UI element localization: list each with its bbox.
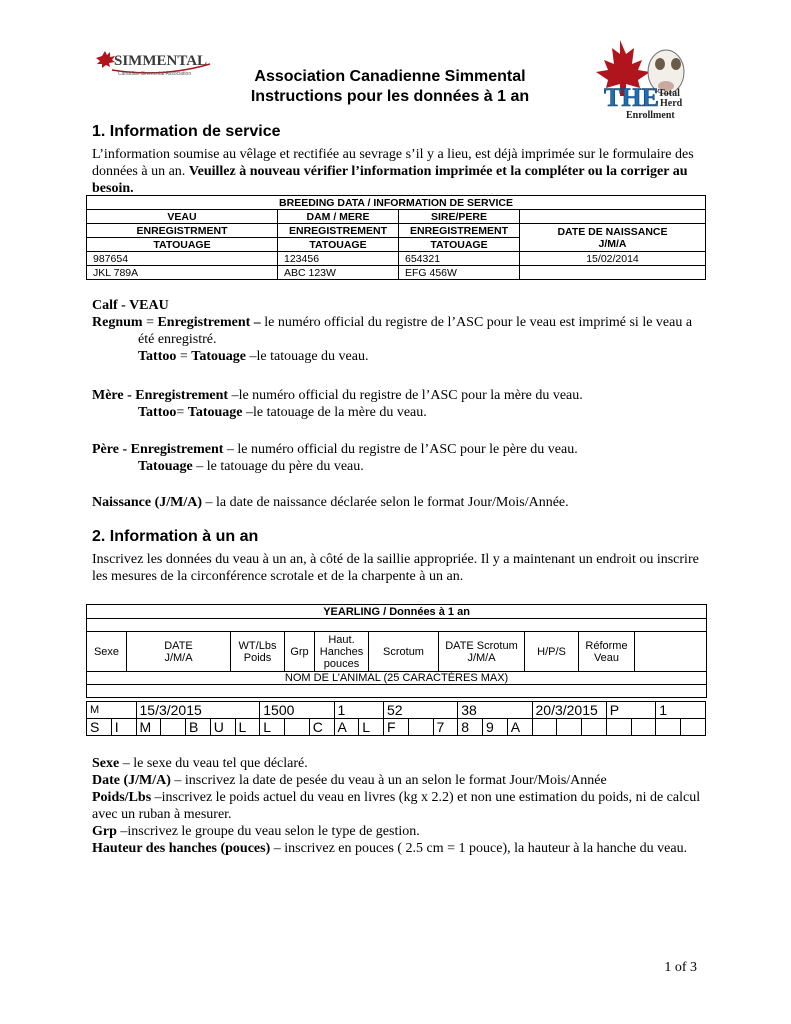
col-header-grp: Grp xyxy=(285,632,315,672)
name-char-cell: U xyxy=(210,719,235,736)
hip-header-line3: pouces xyxy=(323,657,360,670)
def-hip-text: – inscrivez en pouces ( 2.5 cm = 1 pouce), la hauteur à la hanche du veau. xyxy=(270,841,688,856)
col-header-veau: VEAU xyxy=(87,210,278,224)
reforme-header-line2: Veau xyxy=(593,651,620,664)
name-char-cell xyxy=(681,719,706,736)
value-hip-height: 52 xyxy=(384,702,458,719)
yearling-table xyxy=(86,604,707,698)
breeding-data-table xyxy=(86,195,706,280)
sire-tattoo-description: – le tatouage du père du veau. xyxy=(192,459,364,474)
table-row xyxy=(87,266,706,280)
name-char-cell: A xyxy=(334,719,359,736)
section2-heading: 2. Information à un an xyxy=(92,528,259,545)
birthdate-header-line2: J/M/A xyxy=(598,237,627,250)
name-char-cell: C xyxy=(309,719,334,736)
yearling-spacer-row xyxy=(87,619,707,632)
cell-birthdate: 15/02/2014 xyxy=(520,252,706,266)
col-header-date xyxy=(127,632,231,672)
yearling-values-row xyxy=(87,702,706,719)
section1-intro-emphasis: Veuillez à nouveau vérifier l’information imprimée et la compléter ou la corriger au besoin. xyxy=(92,164,688,196)
tattoo-eq: = xyxy=(176,349,192,364)
logo-total-text: Total xyxy=(658,88,680,99)
value-weight: 1500 xyxy=(260,702,334,719)
date-header-line1: DATE xyxy=(164,639,193,652)
dam-label: Mère - xyxy=(92,388,136,403)
sire-definitions xyxy=(92,441,702,475)
regnum-term-fr: Enregistrement – xyxy=(157,315,261,330)
col-header-hps: H/P/S xyxy=(525,632,579,672)
yearling-definitions xyxy=(92,755,702,857)
document-title-line1: Association Canadienne Simmental xyxy=(254,68,526,85)
col-header-reg-dam: ENREGISTREMENT xyxy=(278,224,399,238)
name-char-cell xyxy=(532,719,557,736)
cell-dam-tattoo: ABC 123W xyxy=(278,266,399,280)
scrotum-date-header-line2: J/M/A xyxy=(467,651,496,664)
value-scrotum-date: 20/3/2015 xyxy=(532,702,606,719)
name-char-cell: B xyxy=(186,719,211,736)
value-date: 15/3/2015 xyxy=(136,702,260,719)
col-header-scrotum: Scrotum xyxy=(369,632,439,672)
def-grp-text: –inscrivez le groupe du veau selon le type de gestion. xyxy=(116,824,420,839)
section1-intro xyxy=(92,146,702,197)
date-header-line2: J/M/A xyxy=(164,651,193,664)
section1-intro-text: L’information soumise au vêlage et rectifiée au sevrage s’il y a lieu, est déjà imprimée sur le formulaire des données à un an. xyxy=(92,147,694,179)
name-char-cell: A xyxy=(507,719,532,736)
def-sexe-term: Sexe xyxy=(92,756,120,771)
name-char-cell: L xyxy=(260,719,285,736)
logo-herd-text: Herd xyxy=(660,98,683,109)
logo-left-subtitle: Canadian Simmental Association xyxy=(118,71,192,77)
regnum-term: Regnum xyxy=(92,315,143,330)
def-hip-term: Hauteur des hanches (pouces) xyxy=(92,841,271,856)
name-char-cell xyxy=(285,719,310,736)
dam-tattoo-eq: = xyxy=(176,405,188,420)
col-header-scrotum-date xyxy=(439,632,525,672)
dam-reg-description: –le numéro official du registre de l’ASC pour la mère du veau. xyxy=(228,388,583,403)
hip-header-line1: Haut. xyxy=(328,633,355,646)
yearling-table-title: YEARLING / Données à 1 an xyxy=(87,605,707,619)
value-hps: P xyxy=(606,702,656,719)
value-scrotum: 38 xyxy=(458,702,532,719)
cell-sire-tattoo: EFG 456W xyxy=(399,266,520,280)
sire-reg-description: – le numéro official du registre de l’ASC pour le père du veau. xyxy=(223,442,578,457)
page-number: 1 of 3 xyxy=(664,960,697,975)
name-char-cell: 7 xyxy=(433,719,458,736)
dam-definitions xyxy=(92,387,702,421)
regnum-description: le numéro official du registre de l’ASC pour le veau est imprimé si le veau a été enregistré. xyxy=(138,315,693,347)
def-grp-term: Grp xyxy=(92,824,117,839)
name-char-cell xyxy=(557,719,582,736)
name-char-cell xyxy=(161,719,186,736)
hip-header-line2: Hanches xyxy=(319,645,364,658)
breeding-table-title: BREEDING DATA / INFORMATION DE SERVICE xyxy=(87,196,706,210)
def-weight-text: –inscrivez le poids actuel du veau en livres (kg x 2.2) et non une estimation du poids, ni de calcul avec un ruban à mesurer. xyxy=(92,790,701,822)
weight-header-line2: Poids xyxy=(243,651,272,664)
col-header-sire: SIRE/PERE xyxy=(399,210,520,224)
cell-dam-reg: 123456 xyxy=(278,252,399,266)
reforme-header-line1: Réforme xyxy=(585,639,628,652)
name-char-cell xyxy=(656,719,681,736)
tattoo-term-fr: Tatouage xyxy=(191,349,247,364)
section1-heading: 1. Information de service xyxy=(92,123,281,140)
col-header-birthdate xyxy=(520,224,706,252)
col-header-empty xyxy=(520,210,706,224)
tattoo-term: Tattoo xyxy=(138,349,177,364)
name-char-cell: F xyxy=(384,719,409,736)
col-header-reg-sire: ENREGISTREMENT xyxy=(399,224,520,238)
cell-sire-reg: 654321 xyxy=(399,252,520,266)
sire-tattoo-term: Tatouage xyxy=(138,459,193,474)
birth-description: – la date de naissance déclarée selon le format Jour/Mois/Année. xyxy=(202,495,569,510)
dam-tattoo-description: –le tatouage de la mère du veau. xyxy=(242,405,427,420)
cell-empty xyxy=(520,266,706,280)
birth-term: Naissance (J/M/A) xyxy=(92,495,203,510)
cell-calf-reg: 987654 xyxy=(87,252,278,266)
sire-label: Père - xyxy=(92,442,131,457)
logo-left-text: SIMMENTAL xyxy=(114,53,208,69)
col-header-reforme xyxy=(579,632,635,672)
name-char-cell: 8 xyxy=(458,719,483,736)
name-char-cell: 9 xyxy=(483,719,508,736)
def-date-text: – inscrivez la date de pesée du veau à un an selon le format Jour/Mois/Année xyxy=(170,773,607,788)
birthdate-header-line1: DATE DE NAISSANCE xyxy=(557,225,668,238)
col-header-reg-calf: ENREGISTRMENT xyxy=(87,224,278,238)
col-header-dam: DAM / MERE xyxy=(278,210,399,224)
def-weight-term: Poids/Lbs xyxy=(92,790,152,805)
name-char-cell: M xyxy=(136,719,161,736)
document-title-line2: Instructions pour les données à 1 an xyxy=(250,88,530,105)
weight-header-line1: WT/Lbs xyxy=(238,639,277,652)
logo-the-text: THE xyxy=(604,83,659,112)
section2-intro: Inscrivez les données du veau à un an, à côté de la saillie appropriée. Il y a maintenant un endroit ou inscrire les mesures de la circonférence scrotale et de la charpente à un an. xyxy=(92,552,699,584)
name-char-cell: L xyxy=(235,719,260,736)
col-header-tat-calf: TATOUAGE xyxy=(87,238,278,252)
sire-reg-term: Enregistrement xyxy=(130,442,224,457)
value-grp: 1 xyxy=(334,702,384,719)
cell-calf-tattoo: JKL 789A xyxy=(87,266,278,280)
value-reforme: 1 xyxy=(656,702,706,719)
calf-label: Calf - VEAU xyxy=(92,298,169,313)
total-herd-enrollment-logo xyxy=(590,36,698,124)
def-date-term: Date (J/M/A) xyxy=(92,773,171,788)
dam-reg-term: Enregistrement xyxy=(135,388,229,403)
col-header-empty xyxy=(635,632,707,672)
scrotum-date-header-line1: DATE Scrotum xyxy=(445,639,518,652)
col-header-sexe: Sexe xyxy=(87,632,127,672)
name-char-cell xyxy=(408,719,433,736)
col-header-tat-sire: TATOUAGE xyxy=(399,238,520,252)
animal-name-row xyxy=(87,719,706,736)
col-header-hip-height xyxy=(315,632,369,672)
animal-name-label: NOM DE L’ANIMAL (25 CARACTÈRES MAX) xyxy=(87,672,707,685)
yearling-spacer-row xyxy=(87,685,707,698)
logo-enrollment-text: Enrollment xyxy=(626,110,675,121)
name-char-cell xyxy=(582,719,607,736)
regnum-eq: = xyxy=(142,315,158,330)
col-header-tat-dam: TATOUAGE xyxy=(278,238,399,252)
tattoo-description: –le tatouage du veau. xyxy=(246,349,369,364)
calf-definitions xyxy=(92,297,702,365)
name-char-cell xyxy=(606,719,631,736)
dam-tattoo-term-fr: Tatouage xyxy=(187,405,243,420)
yearling-data-table xyxy=(86,701,706,736)
name-char-cell: L xyxy=(359,719,384,736)
dam-tattoo-term: Tattoo xyxy=(138,405,177,420)
value-sexe: M xyxy=(87,702,137,719)
name-char-cell: S xyxy=(87,719,112,736)
birth-definition xyxy=(92,494,702,511)
name-char-cell: I xyxy=(111,719,136,736)
col-header-weight xyxy=(231,632,285,672)
name-char-cell xyxy=(631,719,656,736)
def-sexe-text: – le sexe du veau tel que déclaré. xyxy=(119,756,308,771)
table-row xyxy=(87,252,706,266)
